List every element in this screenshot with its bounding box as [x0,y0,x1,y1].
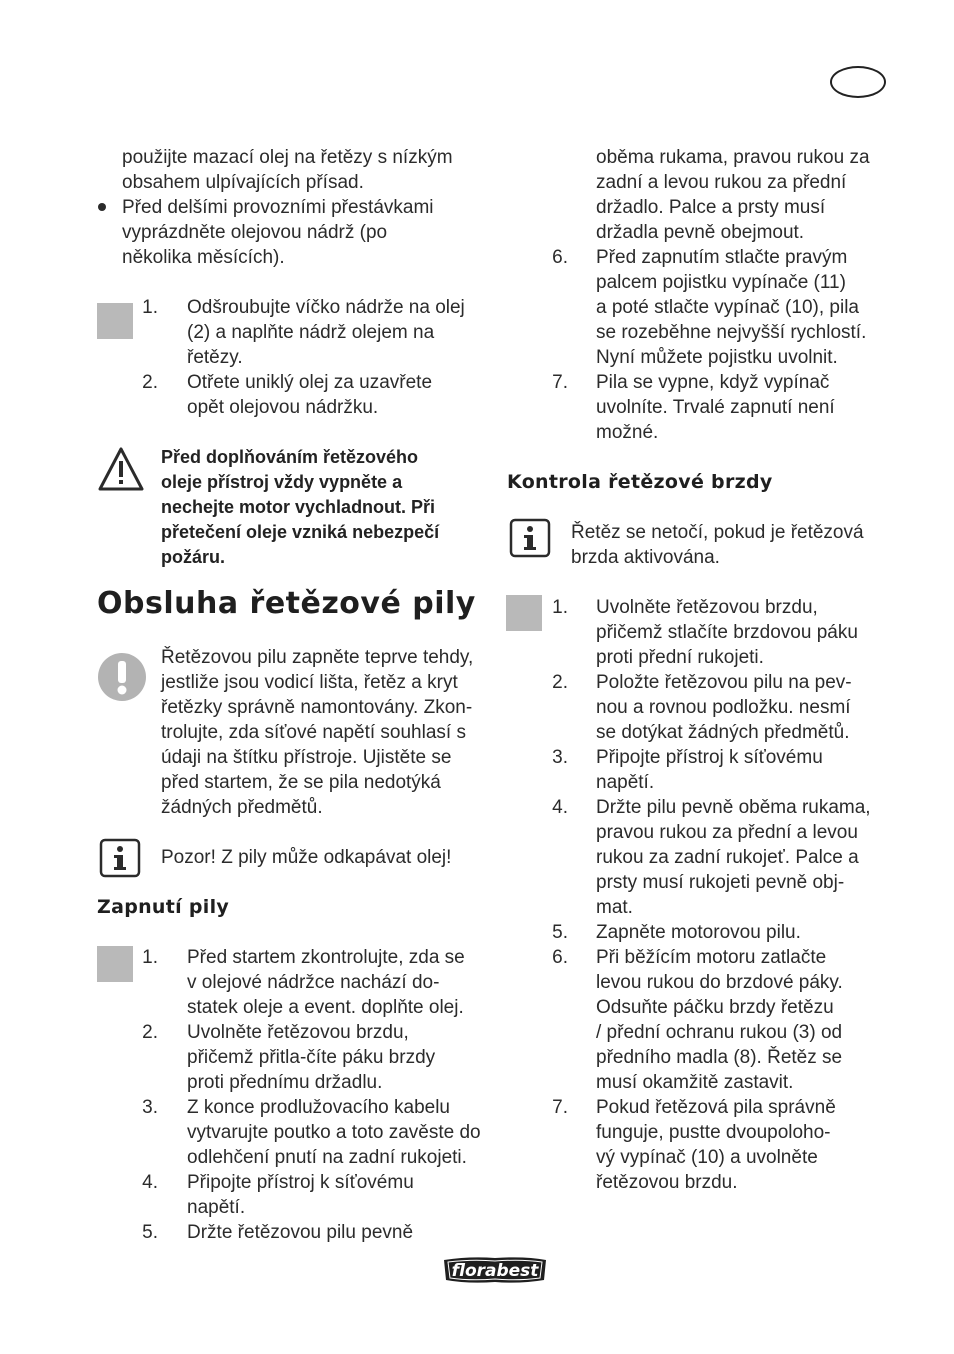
info-icon [99,838,141,878]
step-text: Před zapnutím stlačte pravým palcem pojistku vypínače (11) a poté stlačte vypínač (10), pila se rozeběhne nejvyšší rychlostí. Nyní můžete pojistku uvolnit. [596,247,867,368]
section-title: Obsluha řetězové pily [97,586,476,621]
step-text: Z konce prodlužovacího kabelu vytvarujte poutko a toto zavěste do odlehčení pnutí na zadní rukojeti. [187,1097,481,1168]
step-marker-icon [97,303,133,339]
info-text: Pozor! Z pily může odkapávat olej! [161,847,452,868]
info-text: Řetěz se netočí, pokud je řetězová brzda aktivována. [571,522,864,568]
list-item [540,1095,900,1195]
step-number: 3. [142,1097,158,1118]
step-text: Zapněte motorovou pilu. [596,922,801,943]
list-item [540,795,900,920]
list-item [130,370,500,420]
bullet-text: Před delšími provozními přestávkami vyprázdněte olejovou nádrž (po několika měsících). [122,197,434,268]
list-item [130,1095,500,1170]
step-text: Uvolněte řetězovou brzdu, přičemž stlačíte brzdovou páku proti přední rukojeti. [596,597,858,668]
step-number: 4. [552,797,568,818]
subsection-title: Zapnutí pily [97,896,230,918]
step-number: 1. [142,947,158,968]
step-number: 3. [552,747,568,768]
step-number: 6. [552,947,568,968]
caution-text: Řetězovou pilu zapněte teprve tehdy, jestliže jsou vodicí lišta, řetěz a kryt řetězky správně namontovány. Zkon- trolujte, zda síťové napětí souhlasí s údaji na štítku přístroje. Ujistěte se před startem, že se pila nedotýká žádných předmětů. [161,647,474,818]
step-text: Držte pilu pevně oběma rukama, pravou rukou za přední a levou rukou za zadní rukojeť. Palce a prsty musí rukojeti pevně obj- mat. [596,797,871,918]
list-item [540,745,900,795]
language-marker-icon [830,66,886,98]
step-text: Před startem zkontrolujte, zda se v olejové nádržce nachází do- statek oleje a event. doplňte olej. [187,947,465,1018]
list-item [540,595,900,670]
logo-text: florabest [451,1261,539,1281]
step-marker-icon [97,946,133,982]
step-text: Držte řetězovou pilu pevně [187,1222,414,1243]
exclamation-circle-icon [97,652,147,702]
step-number: 5. [142,1222,158,1243]
info-icon [509,518,551,558]
step-number: 1. [142,297,158,318]
step-number: 2. [142,1022,158,1043]
list-item [540,945,900,1095]
step-text: Připojte přístroj k síťovému napětí. [596,747,823,793]
list-item [130,295,500,368]
step-text: Pokud řetězová pila správně funguje, pustte dvoupoloho- vý vypínač (10) a uvolněte řetězovou brzdu. [596,1097,836,1193]
list-item [130,945,500,1020]
step-text: Pila se vypne, když vypínač uvolníte. Trvalé zapnutí není možné. [596,372,835,443]
step-number: 1. [552,597,568,618]
step-number: 7. [552,372,568,393]
step-text: Odšroubujte víčko nádrže na olej (2) a naplňte nádrž olejem na řetězy. [187,297,465,368]
step-number: 5. [552,922,568,943]
step-marker-icon [506,595,542,631]
step-text: Uvolněte řetězovou brzdu, přičemž přitla-číte páku brzdy proti přednímu držadlu. [187,1022,436,1093]
list-item [540,670,900,745]
step-number: 6. [552,247,568,268]
step-number: 7. [552,1097,568,1118]
step-text: Připojte přístroj k síťovému napětí. [187,1172,414,1218]
step-text: Při běžícím motoru zatlačte levou rukou do brzdové páky. Odsuňte páčku brzdy řetězu / přední ochranu rukou (3) od předního madla (8). Řetěz se musí okamžitě zastavit. [596,947,843,1093]
list-item [540,370,900,445]
continued-text: oběma rukama, pravou rukou za zadní a levou rukou za přední držadlo. Palce a prsty musí držadla pevně obejmout. [596,147,870,243]
list-item [130,1170,500,1220]
bullet-icon [98,203,106,211]
florabest-logo [440,1250,550,1286]
intro-text: použijte mazací olej na řetězy s nízkým obsahem ulpívajících přísad. [122,147,453,193]
list-item [540,920,900,945]
step-text: Položte řetězovou pilu na pev- nou a rovnou podložku. nesmí se dotýkat žádných předmětů. [596,672,852,743]
subsection-title: Kontrola řetězové brzdy [507,471,773,493]
list-item [130,1020,500,1095]
step-number: 2. [552,672,568,693]
step-number: 4. [142,1172,158,1193]
list-item [130,1220,500,1245]
list-item [540,245,900,370]
step-text: Otřete uniklý olej za uzavřete opět olejovou nádržku. [187,372,433,418]
step-number: 2. [142,372,158,393]
warning-triangle-icon [97,446,145,492]
warning-text: Před doplňováním řetězového oleje přístroj vždy vypněte a nechejte motor vychladnout. Při přetečení oleje vzniká nebezpečí požáru. [161,447,440,567]
